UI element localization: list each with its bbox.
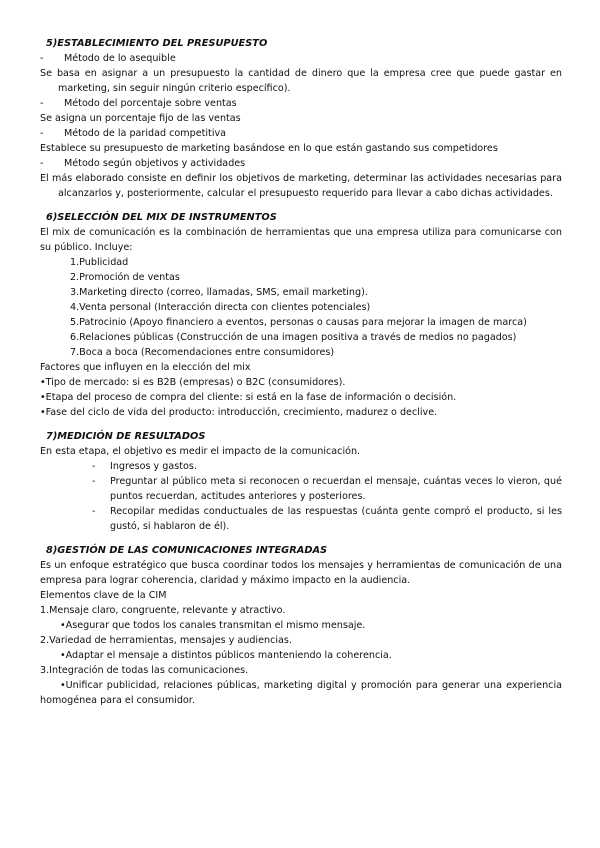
list-item: 6.Relaciones públicas (Construcción de una imagen positiva a través de medios no pagados) [70,332,517,343]
dash-marker: - [40,98,44,109]
method-description: Establece su presupuesto de marketing basándose en lo que están gastando sus competidores [40,143,498,154]
method-title [40,96,562,111]
dash-marker: - [92,506,96,517]
list-item: 1.Publicidad [70,257,129,268]
list-item-text: Preguntar al público meta si reconocen o recuerdan el mensaje, cuántas veces lo vieron, qué puntos recuerdan, actitudes anteriores y posteriores. [110,476,562,502]
method-description: Se asigna un porcentaje fijo de las ventas [40,113,241,124]
method-description: Se basa en asignar a un presupuesto la cantidad de dinero que la empresa cree que puede gastar en marketing, sin seguir ningún criterio específico). [40,68,562,94]
numbered-list [40,255,562,360]
factors-title: Factores que influyen en la elección del mix [40,362,251,373]
list-item [92,474,562,504]
dash-marker: - [92,461,96,472]
dash-marker: - [92,476,96,487]
method-title [40,156,562,171]
section-results-measurement [40,429,562,534]
method-title [40,126,562,141]
method-title-text: Método del porcentaje sobre ventas [64,98,237,109]
list-item-text: Ingresos y gastos. [110,461,197,472]
section-intro: El mix de comunicación es la combinación de herramientas que una empresa utiliza para comunicarse con su público. Incluye: [40,227,562,253]
dash-marker: - [40,128,44,139]
list-item: 3.Marketing directo (correo, llamadas, SMS, email marketing). [70,287,368,298]
method-title-text: Método según objetivos y actividades [64,158,246,169]
dash-list [40,459,562,534]
element-item: 3.Integración de todas las comunicaciones. [40,665,249,676]
section-instrument-mix [40,210,562,420]
list-item: 7.Boca a boca (Recomendaciones entre consumidores) [70,347,335,358]
element-sub-item: •Unificar publicidad, relaciones públicas, marketing digital y promoción para generar una experiencia homogénea para el consumidor. [40,680,562,706]
section-heading: 5)ESTABLECIMIENTO DEL PRESUPUESTO [46,38,268,49]
element-item: 1.Mensaje claro, congruente, relevante y atractivo. [40,605,286,616]
section-intro: Es un enfoque estratégico que busca coordinar todos los mensajes y herramientas de comunicación de una empresa para lograr coherencia, claridad y máximo impacto en la audiencia. [40,560,562,586]
elements-title: Elementos clave de la CIM [40,590,167,601]
method-title-text: Método de lo asequible [64,53,176,64]
list-item: 4.Venta personal (Interacción directa con clientes potenciales) [70,302,371,313]
dash-marker: - [40,53,44,64]
element-item: 2.Variedad de herramientas, mensajes y audiencias. [40,635,292,646]
section-integrated-communications [40,543,562,708]
list-item: 2.Promoción de ventas [70,272,180,283]
method-description: El más elaborado consiste en definir los objetivos de marketing, determinar las actividades necesarias para alcanzarlos y, posteriormente, calcular el presupuesto requerido para llevar a cabo dichas actividades. [40,173,562,199]
list-item [92,459,562,474]
factor-item: •Tipo de mercado: si es B2B (empresas) o B2C (consumidores). [40,377,346,388]
section-budget [40,36,562,201]
element-sub-item: •Adaptar el mensaje a distintos públicos manteniendo la coherencia. [60,650,392,661]
section-heading: 8)GESTIÓN DE LAS COMUNICACIONES INTEGRADAS [46,545,328,556]
element-sub-item: •Asegurar que todos los canales transmitan el mismo mensaje. [60,620,366,631]
section-heading: 7)MEDICIÓN DE RESULTADOS [46,431,206,442]
method-title-text: Método de la paridad competitiva [64,128,227,139]
list-item-text: Recopilar medidas conductuales de las respuestas (cuánta gente compró el producto, si les gustó, si hablaron de él). [110,506,562,532]
method-title [40,51,562,66]
section-heading: 6)SELECCIÓN DEL MIX DE INSTRUMENTOS [46,212,277,223]
factor-item: •Etapa del proceso de compra del cliente: si está en la fase de información o decisión. [40,392,457,403]
section-intro: En esta etapa, el objetivo es medir el impacto de la comunicación. [40,446,361,457]
list-item [92,504,562,534]
list-item: 5.Patrocinio (Apoyo financiero a eventos, personas o causas para mejorar la imagen de marca) [70,317,527,328]
dash-marker: - [40,158,44,169]
document-page [40,36,562,717]
factor-item: •Fase del ciclo de vida del producto: introducción, crecimiento, madurez o declive. [40,407,438,418]
